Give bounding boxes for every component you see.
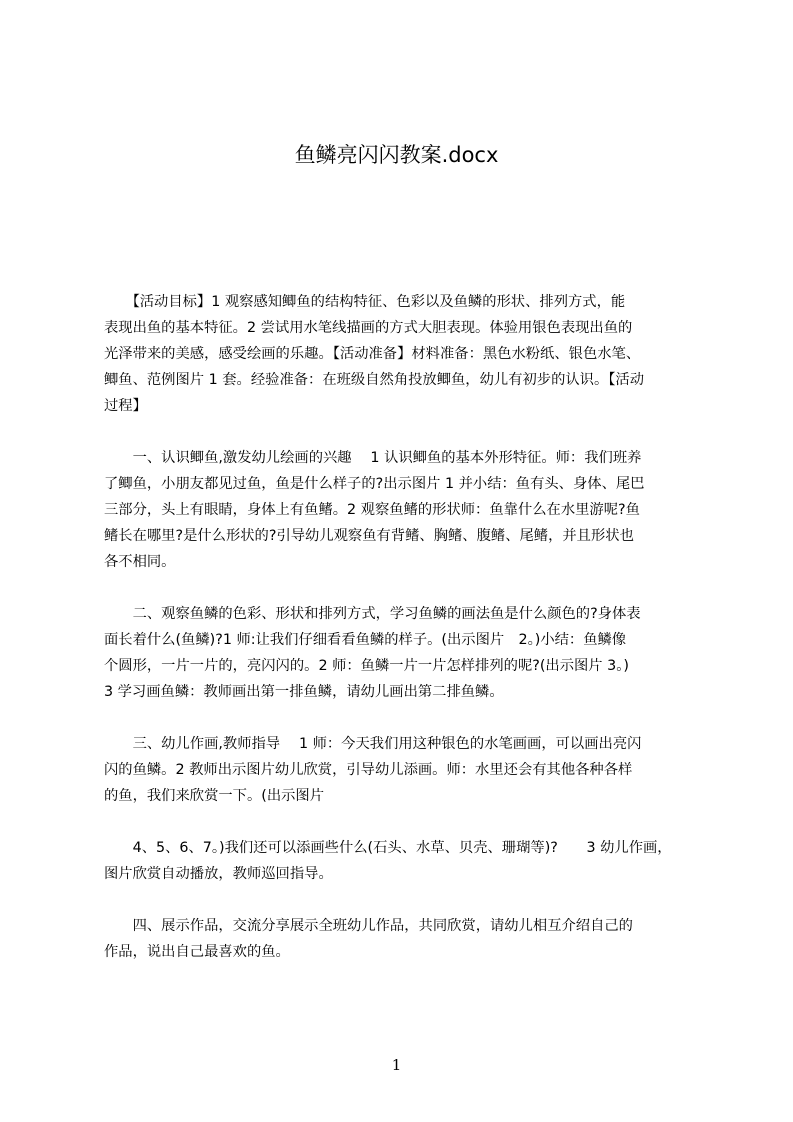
text-line: 表现出鱼的基本特征。2 尝试用水笔线描画的方式大胆表现。体验用银色表现出鱼的 [104, 320, 633, 336]
text-line: 闪的鱼鳞。2 教师出示图片幼儿欣赏，引导幼儿添画。师：水里还会有其他各种各样 [104, 762, 633, 778]
text-line: 各不相同。 [104, 554, 176, 570]
text-line: 三、幼儿作画,教师指导 1 师：今天我们用这种银色的水笔画画，可以画出亮闪 [104, 736, 642, 752]
text-line: 了鲫鱼，小朋友都见过鱼，鱼是什么样子的?出示图片 1 并小结：鱼有头、身体、尾巴 [104, 476, 645, 492]
paragraph-step-three [104, 731, 700, 809]
paragraph-step-four [104, 913, 700, 965]
document-title: 鱼鳞亮闪闪教案.docx [294, 143, 499, 167]
text-line: 一、认识鲫鱼,激发幼儿绘画的兴趣 1 认识鲫鱼的基本外形特征。师：我们班养 [104, 450, 642, 466]
paragraph-step-three-continued [104, 835, 700, 887]
text-line: 3 学习画鱼鳞：教师画出第一排鱼鳞，请幼儿画出第二排鱼鳞。 [104, 684, 504, 700]
text-line: 图片欣赏自动播放，教师巡回指导。 [104, 866, 333, 882]
text-line: 过程】 [104, 398, 147, 414]
paragraph-step-two [104, 601, 700, 705]
text-line: 【活动目标】1 观察感知鲫鱼的结构特征、色彩以及鱼鳞的形状、排列方式，能 [104, 294, 626, 310]
text-line: 作品，说出自己最喜欢的鱼。 [104, 944, 290, 960]
text-line: 二、观察鱼鳞的色彩、形状和排列方式，学习鱼鳞的画法鱼是什么颜色的?身体表 [104, 606, 641, 622]
page-number: 1 [391, 1056, 402, 1074]
text-line: 个圆形，一片一片的，亮闪闪的。2 师：鱼鳞一片一片怎样排列的呢?(出示图片 3。) [104, 658, 629, 674]
text-line: 光泽带来的美感，感受绘画的乐趣。【活动准备】材料准备：黑色水粉纸、银色水笔、 [104, 346, 641, 362]
text-line: 三部分，头上有眼睛，身体上有鱼鳍。2 观察鱼鳍的形状师：鱼靠什么在水里游呢?鱼 [104, 502, 640, 518]
paragraph-activity-goals [104, 289, 700, 419]
text-line: 4、5、6、7。)我们还可以添画些什么(石头、水草、贝壳、珊瑚等)? 3 幼儿作画， [104, 840, 672, 856]
document-body [104, 289, 700, 991]
text-line: 鳍长在哪里?是什么形状的?引导幼儿观察鱼有背鳍、胸鳍、腹鳍、尾鳍，并且形状也 [104, 528, 634, 544]
text-line: 四、展示作品，交流分享展示全班幼儿作品，共同欣赏，请幼儿相互介绍自己的 [104, 918, 633, 934]
paragraph-step-one [104, 445, 700, 575]
text-line: 鲫鱼、范例图片 1 套。经验准备：在班级自然角投放鲫鱼，幼儿有初步的认识。【活动 [104, 372, 645, 388]
text-line: 的鱼，我们来欣赏一下。(出示图片 [104, 788, 325, 804]
text-line: 面长着什么(鱼鳞)?1 师:让我们仔细看看鱼鳞的样子。(出示图片 2。)小结：鱼鳞像 [104, 632, 627, 648]
